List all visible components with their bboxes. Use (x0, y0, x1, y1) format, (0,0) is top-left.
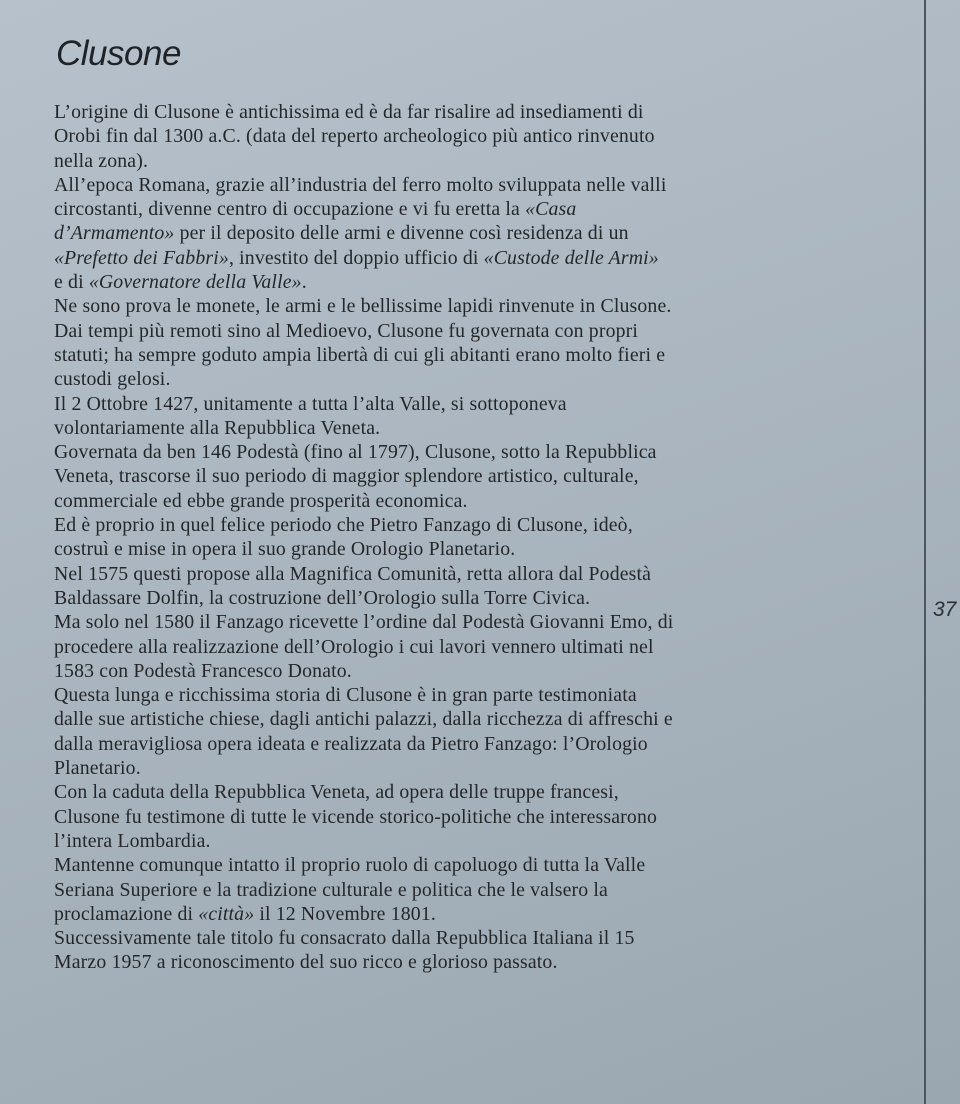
text-line (54, 294, 874, 318)
text-line (54, 586, 874, 610)
text-line (54, 440, 874, 464)
text-segment: dalla meravigliosa opera ideata e realizzata da Pietro Fanzago: l’Orologio (54, 732, 648, 755)
text-segment: per il deposito delle armi e divenne così residenza di un (174, 222, 629, 245)
text-segment: 1583 con Podestà Francesco Donato. (54, 659, 352, 682)
italic-text-segment: «Custode delle Armi» (483, 246, 659, 269)
text-segment: Ed è proprio in quel felice periodo che Pietro Fanzago di Clusone, ideò, (54, 514, 633, 537)
text-line (54, 221, 874, 245)
text-line (54, 707, 874, 731)
text-line (54, 392, 874, 416)
text-segment: Planetario. (54, 757, 141, 780)
text-line (54, 416, 874, 440)
text-line (54, 878, 874, 902)
text-segment: proclamazione di (54, 902, 199, 925)
text-segment: Dai tempi più remoti sino al Medioevo, Clusone fu governata con propri (54, 319, 639, 342)
text-line (54, 173, 874, 197)
text-segment: Con la caduta della Repubblica Veneta, ad opera delle truppe francesi, (54, 781, 619, 804)
text-segment: custodi gelosi. (54, 368, 171, 391)
text-line (54, 732, 874, 756)
text-line (54, 805, 874, 829)
text-line (54, 635, 874, 659)
text-line (54, 246, 874, 270)
text-segment: Nel 1575 questi propose alla Magnifica Comunità, retta allora dal Podestà (54, 562, 652, 585)
text-line (54, 100, 874, 124)
text-segment: Il 2 Ottobre 1427, unitamente a tutta l’alta Valle, si sottoponeva (54, 392, 567, 415)
text-segment: Baldassare Dolfin, la costruzione dell’Orologio sulla Torre Civica. (54, 586, 591, 609)
text-segment: Veneta, trascorse il suo periodo di maggior splendore artistico, culturale, (54, 465, 639, 488)
text-segment: commerciale ed ebbe grande prosperità economica. (54, 489, 468, 512)
text-line (54, 659, 874, 683)
text-segment: Seriana Superiore e la tradizione culturale e politica che le valsero la (54, 878, 608, 901)
text-segment: costruì e mise in opera il suo grande Orologio Planetario. (54, 538, 516, 561)
text-segment: . (301, 271, 307, 294)
text-segment: procedere alla realizzazione dell’Orologio i cui lavori vennero ultimati nel (54, 635, 654, 658)
text-line (54, 537, 874, 561)
text-segment: nella zona). (54, 149, 149, 172)
text-line (54, 780, 874, 804)
text-line (54, 926, 874, 950)
text-segment: Mantenne comunque intatto il proprio ruolo di capoluogo di tutta la Valle (54, 854, 646, 877)
text-segment: dalle sue artistiche chiese, dagli antichi palazzi, dalla ricchezza di affreschi e (54, 708, 673, 731)
text-segment: Marzo 1957 a riconoscimento del suo ricco e glorioso passato. (54, 951, 558, 974)
text-segment: All’epoca Romana, grazie all’industria del ferro molto sviluppata nelle valli (54, 173, 667, 196)
text-segment: Governata da ben 146 Podestà (fino al 1797), Clusone, sotto la Repubblica (54, 441, 657, 464)
italic-text-segment: «Governatore della Valle» (88, 271, 302, 294)
text-line (54, 343, 874, 367)
text-line (54, 489, 874, 513)
text-segment: l’intera Lombardia. (54, 829, 211, 852)
page-edge-divider (924, 0, 926, 1104)
italic-text-segment: «Casa (525, 198, 577, 221)
text-segment: Orobi fin dal 1300 a.C. (data del reperto archeologico più antico rinvenuto (54, 125, 655, 148)
text-line (54, 683, 874, 707)
text-line (54, 270, 874, 294)
text-line (54, 319, 874, 343)
text-segment: Ma solo nel 1580 il Fanzago ricevette l’ordine dal Podestà Giovanni Emo, di (54, 611, 674, 634)
text-line (54, 149, 874, 173)
text-line (54, 610, 874, 634)
text-segment: statuti; ha sempre goduto ampia libertà di cui gli abitanti erano molto fieri e (54, 343, 666, 366)
text-segment: circostanti, divenne centro di occupazione e vi fu eretta la (54, 198, 526, 221)
body-text (54, 100, 874, 975)
text-line (54, 513, 874, 537)
text-segment: L’origine di Clusone è antichissima ed è da far risalire ad insediamenti di (54, 101, 644, 123)
italic-text-segment: d’Armamento» (54, 222, 175, 245)
text-segment: Questa lunga e ricchissima storia di Clusone è in gran parte testimoniata (54, 684, 637, 707)
italic-text-segment: «Prefetto dei Fabbri» (54, 246, 229, 269)
text-segment: volontariamente alla Repubblica Veneta. (54, 416, 381, 439)
text-line (54, 464, 874, 488)
text-segment: e di (54, 271, 89, 294)
text-segment: il 12 Novembre 1801. (254, 902, 436, 925)
text-line (54, 562, 874, 586)
text-line (54, 902, 874, 926)
text-line (54, 829, 874, 853)
text-line (54, 756, 874, 780)
text-line (54, 197, 874, 221)
page-number: 37 (933, 598, 957, 621)
text-line (54, 950, 874, 974)
page-title: Clusone (56, 34, 181, 73)
text-line (54, 124, 874, 148)
text-line (54, 367, 874, 391)
text-segment: Successivamente tale titolo fu consacrato dalla Repubblica Italiana il 15 (54, 927, 635, 950)
text-segment: , investito del doppio ufficio di (228, 246, 484, 269)
text-line (54, 853, 874, 877)
italic-text-segment: «città» (198, 902, 255, 925)
text-segment: Ne sono prova le monete, le armi e le bellissime lapidi rinvenute in Clusone. (54, 295, 672, 318)
text-segment: Clusone fu testimone di tutte le vicende storico-politiche che interessarono (54, 805, 658, 828)
